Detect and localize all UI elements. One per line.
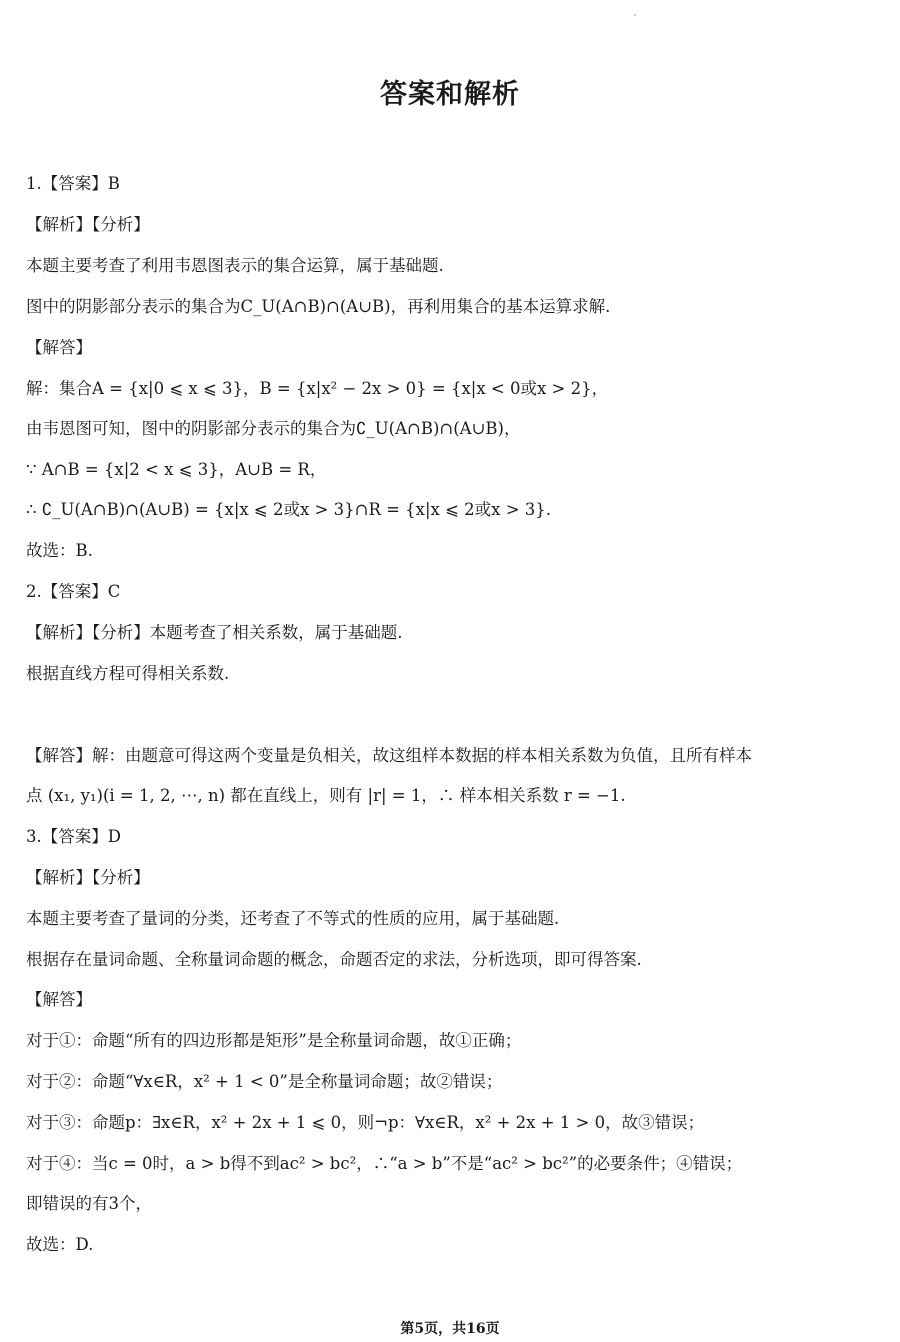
answer-2-analysis-text: 根据直线方程可得相关系数. [26,664,230,683]
answer-3-solution-text: 对于③：命题p：∃x∈R，x² + 2x + 1 ⩽ 0，则¬p：∀x∈R，x² + 2x + 1 > 0，故③错误； [26,1113,705,1132]
answer-3-analysis-text: 本题主要考查了量词的分类，还考查了不等式的性质的应用，属于基础题. [26,909,560,928]
answer-1-solution-text: 解：集合A = {x|0 ⩽ x ⩽ 3}，B = {x|x² − 2x > 0} = {x|x < 0或x > 2}， [26,379,609,398]
answer-1-solution-text: 由韦恩图可知，图中的阴影部分表示的集合为∁_U(A∩B)∩(A∪B)， [26,419,521,438]
scan-speck [634,14,636,16]
answer-3-analysis-text: 根据存在量词命题、全称量词命题的概念，命题否定的求法，分析选项，即可得答案. [26,950,642,969]
answer-1-analysis-text: 本题主要考查了利用韦恩图表示的集合运算，属于基础题. [26,256,444,275]
answer-3-solution-heading: 【解答】 [26,990,92,1009]
answer-1-solution-heading: 【解答】 [26,338,92,357]
answer-3-solution-text: 对于②：命题“∀x∈R，x² + 1 < 0”是全称量词命题；故②错误； [26,1072,503,1091]
answer-2-solution-text: 【解答】解：由题意可得这两个变量是负相关，故这组样本数据的样本相关系数为负值，且所有样本 [26,746,752,765]
answer-3-solution-text: 对于④：当c = 0时，a > b得不到ac² > bc²，∴“a > b”不是“ac² > bc²”的必要条件；④错误； [26,1154,743,1173]
answer-1-heading: 1.【答案】B [26,174,120,193]
answer-1-analysis-text: 图中的阴影部分表示的集合为C_U(A∩B)∩(A∪B)，再利用集合的基本运算求解. [26,297,611,316]
answer-1-choice: 故选：B. [26,541,93,560]
page-title: 答案和解析 [380,79,520,110]
answer-1-analysis-heading: 【解析】【分析】 [26,215,150,234]
answer-3-heading: 3.【答案】D [26,827,121,846]
answer-3-analysis-heading: 【解析】【分析】 [26,868,150,887]
page-footer: 第5页，共16页 [400,1321,500,1337]
answer-1-solution-text: ∵ A∩B = {x|2 < x ⩽ 3}，A∪B = R， [26,460,327,479]
answer-1-solution-text: ∴ ∁_U(A∩B)∩(A∪B) = {x|x ⩽ 2或x > 3}∩R = {x|x ⩽ 2或x > 3}. [26,500,552,519]
answer-3-solution-text: 对于①：命题“所有的四边形都是矩形”是全称量词命题，故①正确； [26,1031,522,1050]
answer-2-analysis: 【解析】【分析】本题考查了相关系数，属于基础题. [26,623,403,642]
answer-2-heading: 2.【答案】C [26,582,121,601]
answer-3-solution-text: 即错误的有3个， [26,1194,152,1213]
answer-2-solution-text: 点 (x₁, y₁)(i = 1, 2, ⋯, n) 都在直线上，则有 |r| = 1，∴ 样本相关系数 r = −1. [26,786,626,805]
answer-3-choice: 故选：D. [26,1235,94,1254]
